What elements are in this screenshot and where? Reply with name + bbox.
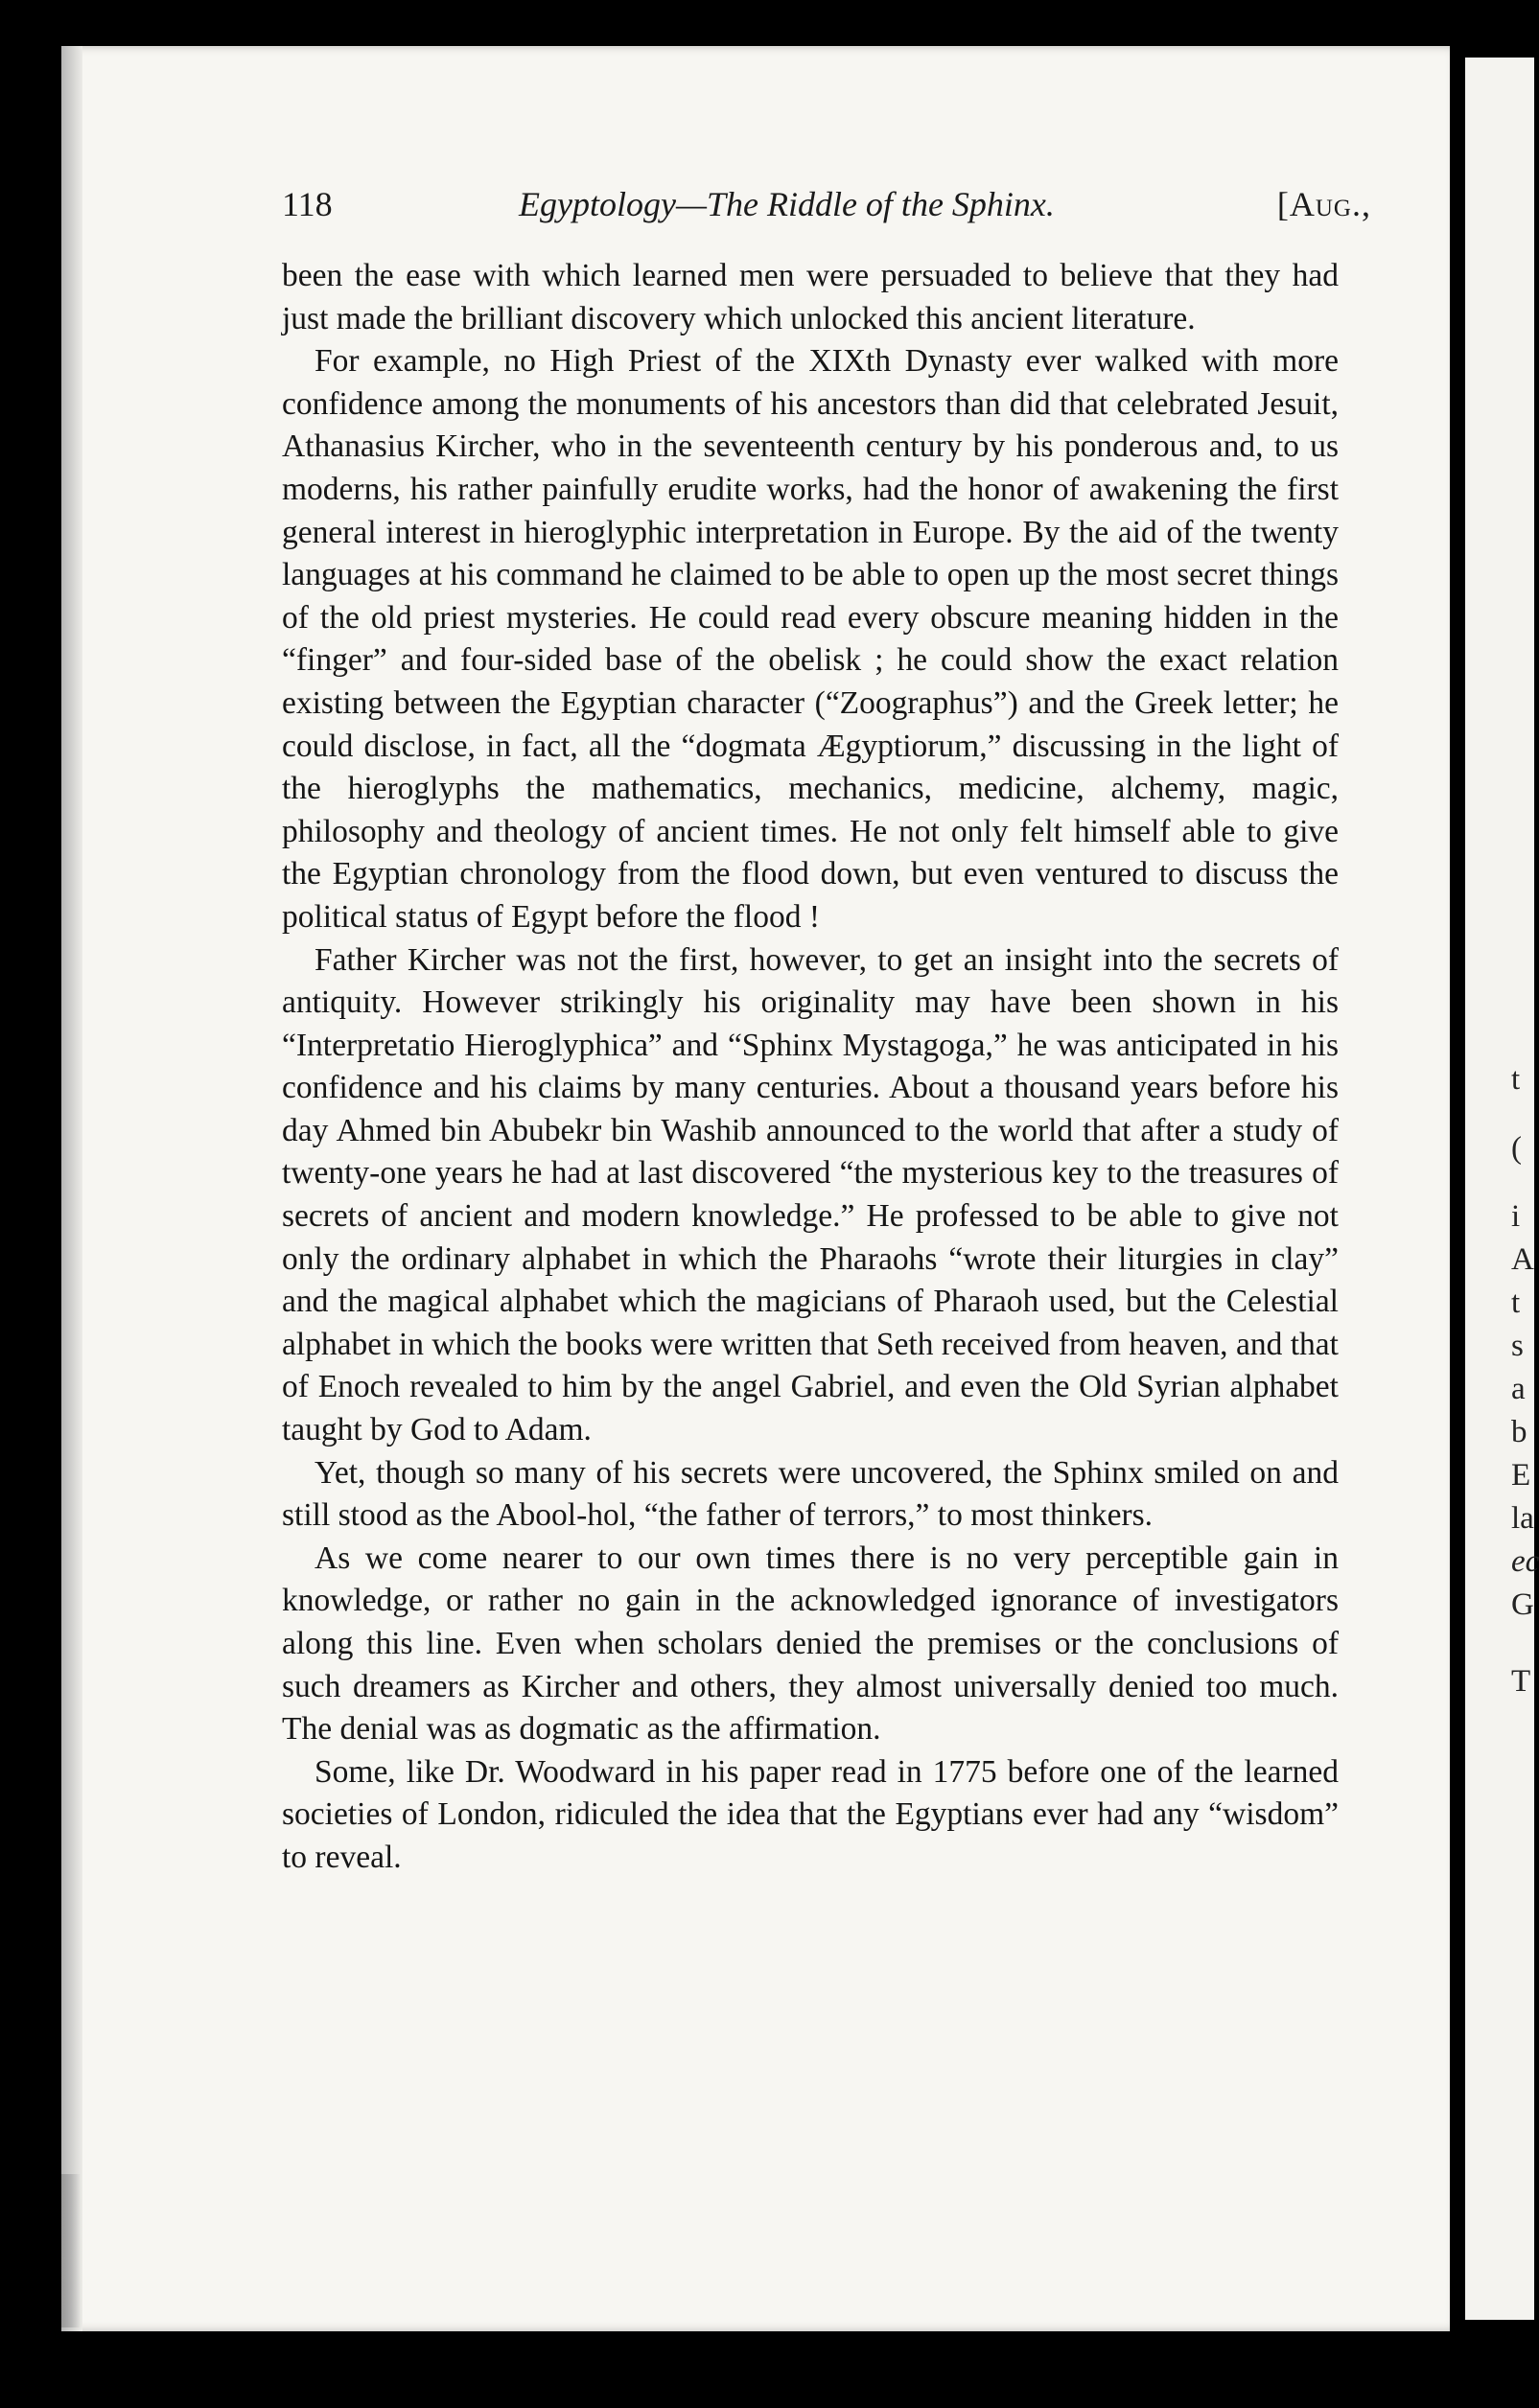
adjacent-fragment: ( xyxy=(1511,1131,1522,1166)
adjacent-fragment: b xyxy=(1511,1415,1527,1449)
paragraph: Yet, though so many of his secrets were uncovered, the Sphinx smiled on and still stood as the Abool-hol, “the father of terrors,” to most thinkers. xyxy=(282,1454,1339,1534)
running-title: Egyptology—The Riddle of the Sphinx. xyxy=(519,185,1055,223)
body-text xyxy=(282,255,1339,1880)
paragraph: Father Kircher was not the first, however, to get an insight into the secrets of antiquity. However strikingly his originality may have been shown in his “Interpretatio Hieroglyphica” and “Sphinx Mystagoga,” he was anticipated in his confidence and his claims by many centuries. About a thousand years before his day Ahmed bin Abubekr bin Washib announced to the world that after a study of twenty-one years he had at last discovered “the mysterious key to the treasures of secrets of ancient and modern knowledge.” He professed to be able to give not only the ordinary alphabet in which the Pharaohs “wrote their liturgies in clay” and the magical alphabet which the magicians of Pharaoh used, but the Celestial alphabet in which the books were written that Seth received from heaven, and that of Enoch revealed to him by the angel Gabriel, and even the Old Syrian alphabet taught by God to Adam. xyxy=(282,941,1339,1448)
running-header xyxy=(282,184,1371,232)
paragraph: Some, like Dr. Woodward in his paper read in 1775 before one of the learned societies of London, ridiculed the idea that the Egyptians ever had any “wisdom” to reveal. xyxy=(282,1753,1339,1875)
section-mark: [Aug., xyxy=(1276,185,1371,223)
page-gutter-shadow xyxy=(61,46,82,2331)
adjacent-fragment: i xyxy=(1511,1199,1521,1234)
page-number: 118 xyxy=(282,185,333,223)
adjacent-page-edge xyxy=(1465,58,1539,2320)
paragraph: been the ease with which learned men were persuaded to believe that they had just made the brilliant discovery which unlocked this ancient literature. xyxy=(282,258,1339,336)
adjacent-fragment: E xyxy=(1511,1458,1531,1493)
paragraph: For example, no High Priest of the XIXth Dynasty ever walked with more confidence among the monuments of his ancestors than did that celebrated Jesuit, Athanasius Kircher, who in the seventeenth century by his ponderous and, to us moderns, his rather painfully erudite works, had the honor of awakening the first general interest in hieroglyphic interpretation in Europe. By the aid of the twenty languages at his command he claimed to be able to open up the most secret things of the old priest mysteries. He could read every obscure meaning hidden in the “finger” and four-sided base of the obelisk ; he could show the exact relation existing between the Egyptian character (“Zoographus”) and the Greek letter; he could disclose, in fact, all the “dogmata Ægyptiorum,” discussing in the light of the hieroglyphs the mathematics, mechanics, medicine, alchemy, magic, philosophy and theology of ancient times. He not only felt himself able to give the Egyptian chronology from the flood down, but even ventured to discuss the political status of Egypt before the flood ! xyxy=(282,343,1339,935)
adjacent-fragment: G xyxy=(1511,1587,1534,1622)
adjacent-fragment: t xyxy=(1511,1062,1521,1097)
page-corner-shade xyxy=(61,2174,81,2327)
adjacent-fragment: T xyxy=(1511,1664,1531,1699)
adjacent-fragment: t xyxy=(1511,1285,1521,1320)
adjacent-fragment: la xyxy=(1511,1501,1534,1536)
adjacent-fragment: A xyxy=(1511,1242,1534,1277)
paragraph: As we come nearer to our own times there is no very perceptible gain in knowledge, or rather no gain in the acknowledged ignorance of investigators along this line. Even when scholars denied the premises or the conclusions of such dreamers as Kircher and others, they almost universally denied too much. The denial was as dogmatic as the affirmation. xyxy=(282,1540,1339,1748)
adjacent-fragment: a xyxy=(1511,1372,1526,1406)
adjacent-fragment: s xyxy=(1511,1329,1524,1363)
adjacent-fragment: ec xyxy=(1511,1544,1539,1579)
